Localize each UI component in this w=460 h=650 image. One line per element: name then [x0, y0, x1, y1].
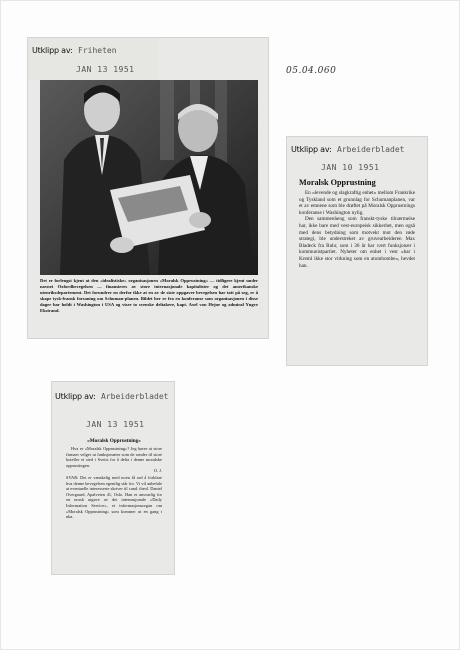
article-question: Hva er «Moralsk Opprustning»? Jeg hører at store firmaer velger ut funksjonærer som de sender til store hoteller et sted i Sveits for å delta i denne moralske opprustingen. — [66, 446, 162, 468]
article-body — [299, 190, 415, 269]
question-signature: O. J. — [153, 468, 162, 474]
date-stamp: JAN 13 1951 — [86, 420, 145, 429]
photo-two-men-reading — [40, 80, 258, 275]
clipping-arbeiderbladet-jan13 — [52, 382, 174, 574]
news-photo — [40, 80, 258, 275]
clip-label-row — [291, 145, 404, 154]
clip-label-row — [55, 392, 168, 401]
clip-label-row — [32, 46, 117, 55]
article-headline: Moralsk Opprustning — [299, 178, 376, 187]
article-paragraph: Den sammenheng som franskt-tyske tilnærmelse har, ikke bare med vest-europeisk sikkerhet, men også med dens betydning som motvekt mot den røde strategi, ble understreket av gruvearbeideren Max Bladeck fra Ruhr, som i 36 år har vært funksjonær i kommunistpartiet. Nyheter om enhet i vest «har i Kreml ikke stor virkning som en atombombe», hevdet han. — [299, 216, 415, 269]
clip-label: Utklipp av: — [32, 46, 73, 55]
photo-caption: Det er forlengst kjent at den «idealistiske» organisasjonen «Moralsk Opprustning» — tidligere kjent under navnet Oxfordbevegelsen — finansieres av store internasjonale kapitalister og det amerikanske utenriksdepartement. Det forundrer en derfor ikke at en av de siste oppgaver bevegelsen har tatt på seg, er å skape tysk-fransk forsoning om Schuman-planen. Bildet her er fra en konferanse som organisasjonen i disse dager har holdt i Washington i USA og viser to svenske deltakere, kapt. Axel von Hejne og admiral Yngve Ekstrand. — [40, 278, 258, 314]
clipping-arbeiderbladet-jan10 — [287, 137, 427, 365]
article-answer: SVAR: Det er vanskelig med noen få ord å forklare hva denne bevegelsen egentlig står for. Vi vil anbefale at eventuelle interesserte skriver til cand. theol. Daniel Overgaard, Apalveien 41, Oslo. Han er ansvarlig for en norsk utgave av det internasjonale «Daily Information Service», et informasjonsorgan om «Moralsk Opprustning» som kommer ut en gang i uka. — [66, 474, 162, 520]
newspaper-name: Friheten — [78, 46, 117, 55]
newspaper-name: Arbeiderbladet — [101, 392, 169, 401]
clip-label: Utklipp av: — [291, 145, 332, 154]
newspaper-name: Arbeiderbladet — [337, 145, 405, 154]
article-headline: «Moralsk Opprustning» — [87, 438, 141, 444]
date-stamp: JAN 10 1951 — [321, 163, 380, 172]
clip-label: Utklipp av: — [55, 392, 96, 401]
article-column — [66, 438, 162, 570]
clipping-friheten — [28, 38, 268, 338]
handwritten-reference: 05.04.060 — [286, 66, 337, 76]
date-stamp: JAN 13 1951 — [76, 65, 135, 74]
article-paragraph: En «levende og slagkraftig enhet» mellom Frankrike og Tyskland som et grunnlag for Schumanplanen, var et av emnene som ble drøftet på Moralsk Opprustnings konferanse i Washington nylig. — [299, 190, 415, 216]
